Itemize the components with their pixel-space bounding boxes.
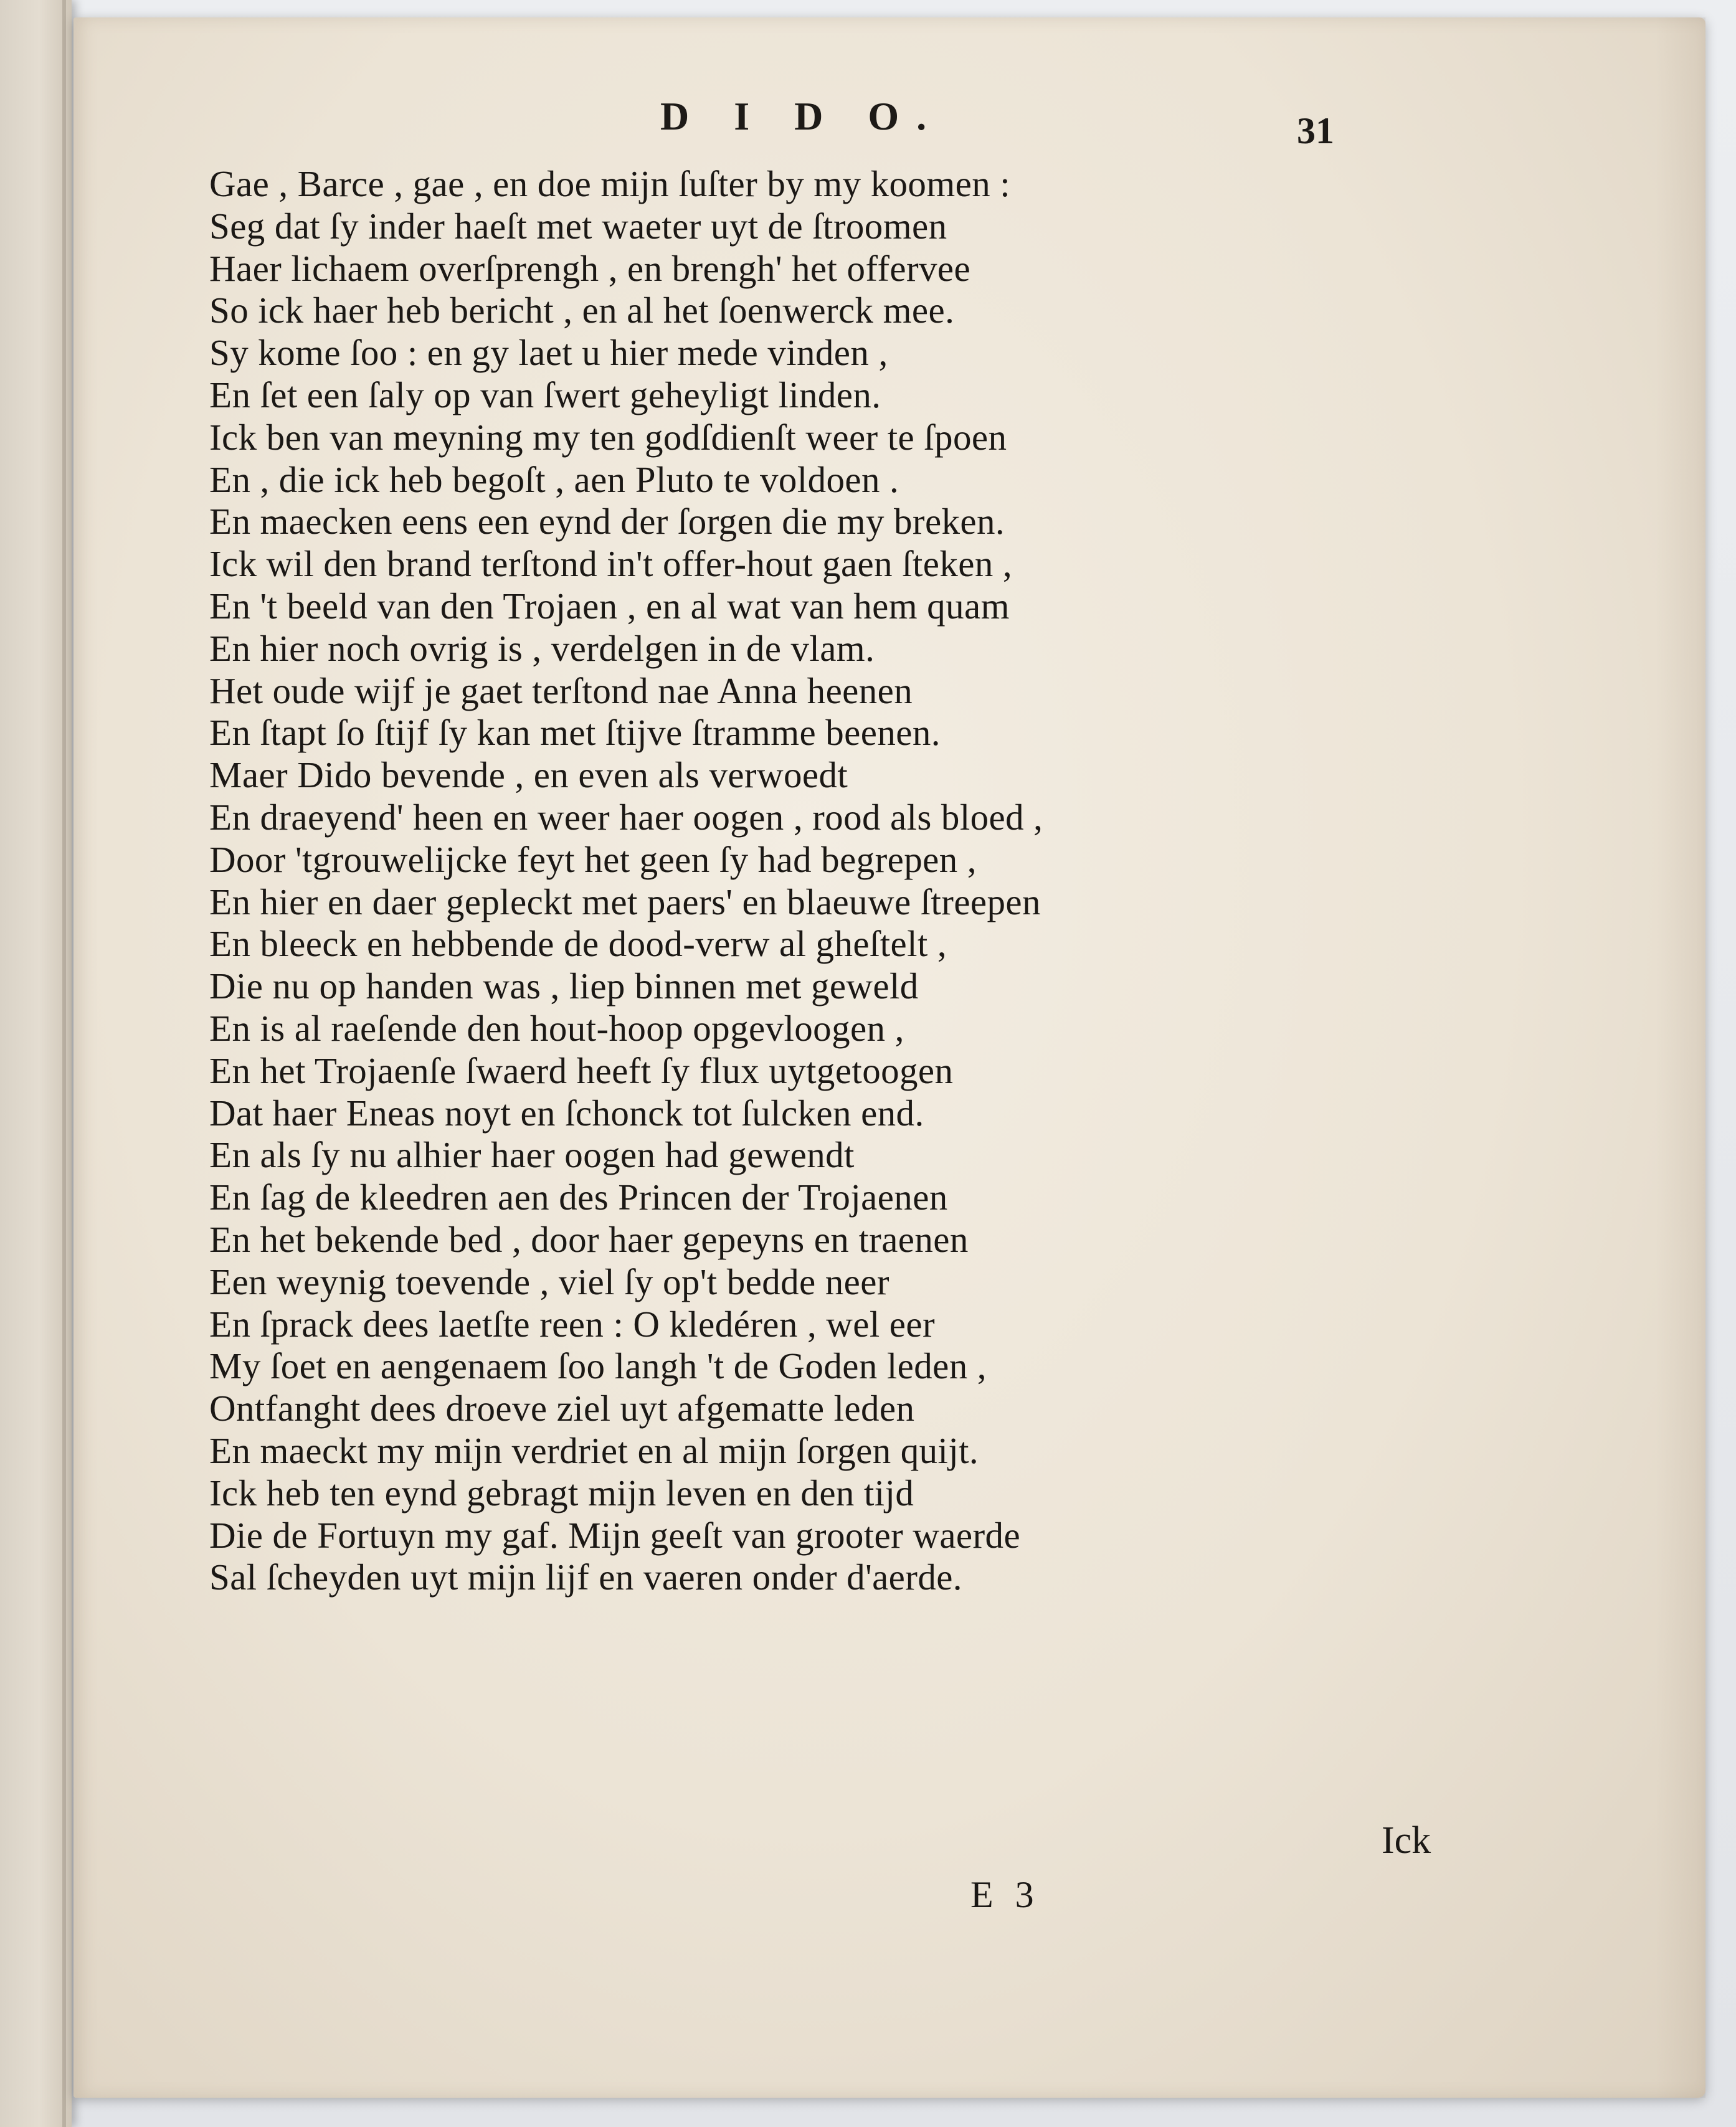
- previous-page-edge: [0, 0, 72, 2127]
- catchword: Ick: [1382, 1819, 1431, 1862]
- verse-line: Sal ſcheyden uyt mijn lijf en vaeren onder d'aerde.: [209, 1556, 962, 1598]
- verse-line: En ſtapt ſo ſtijf ſy kan met ſtijve ſtramme beenen.: [209, 712, 941, 754]
- verse-line: En draeyend' heen en weer haer oogen , rood als bloed ,: [209, 796, 1043, 838]
- verse-line: Dat haer Eneas noyt en ſchonck tot ſulcken end.: [209, 1092, 924, 1134]
- verse-line: So ick haer heb bericht , en al het ſoenwerck mee.: [209, 290, 955, 331]
- verse-line: Seg dat ſy inder haeſt met waeter uyt de ſtroomen: [209, 205, 947, 247]
- verse-line: En bleeck en hebbende de dood-verw al gheſtelt ,: [209, 923, 947, 965]
- verse-line: En als ſy nu alhier haer oogen had gewendt: [209, 1134, 855, 1176]
- verse-line: Door 'tgrouwelijcke feyt het geen ſy had begrepen ,: [209, 838, 977, 880]
- page-number: 31: [1297, 110, 1334, 151]
- verse-line: Ick ben van meyning my ten godſdienſt weer te ſpoen: [209, 416, 1007, 458]
- verse-line: Haer lichaem overſprengh , en brengh' het offervee: [209, 247, 971, 289]
- verse-line: En het Trojaenſe ſwaerd heeft ſy flux uytgetoogen: [209, 1049, 954, 1091]
- verse-line: En het bekende bed , door haer gepeyns en traenen: [209, 1218, 969, 1260]
- verse-line: Het oude wijf je gaet terſtond nae Anna heenen: [209, 670, 913, 711]
- verse-line: En 't beeld van den Trojaen , en al wat van hem quam: [209, 585, 1010, 627]
- verse-line: Sy kome ſoo : en gy laet u hier mede vinden ,: [209, 332, 888, 374]
- running-title: D I D O.: [660, 94, 944, 138]
- verse-line: En ſag de kleedren aen des Princen der Trojaenen: [209, 1177, 948, 1218]
- verse-line: Die nu op handen was , liep binnen met geweld: [209, 965, 919, 1007]
- verse-line: Ick heb ten eynd gebragt mijn leven en den tijd: [209, 1472, 914, 1514]
- verse-line: En hier en daer gepleckt met paers' en blaeuwe ſtreepen: [209, 881, 1041, 922]
- verse-line: En maeckt my mijn verdriet en al mijn ſorgen quijt.: [209, 1429, 979, 1471]
- book-gutter: [62, 0, 66, 2127]
- verse-line: Die de Fortuyn my gaf. Mijn geeſt van grooter waerde: [209, 1514, 1021, 1556]
- verse-line: Een weynig toevende , viel ſy op't bedde neer: [209, 1261, 889, 1302]
- verse-line: En maecken eens een eynd der ſorgen die my breken.: [209, 501, 1005, 542]
- verse-line: En is al raeſende den hout-hoop opgevloogen ,: [209, 1007, 904, 1049]
- verse-line: En , die ick heb begoſt , aen Pluto te voldoen .: [209, 458, 899, 500]
- verse-line: En hier noch ovrig is , verdelgen in de vlam.: [209, 627, 875, 669]
- verse-line: Maer Dido bevende , en even als verwoedt: [209, 754, 848, 796]
- verse-text: [209, 163, 1430, 1599]
- signature-mark: E 3: [970, 1874, 1040, 1915]
- verse-line: Ontfanght dees droeve ziel uyt afgematte leden: [209, 1388, 915, 1429]
- verse-line: Ick wil den brand terſtond in't offer-hout gaen ſteken ,: [209, 543, 1013, 585]
- verse-line: En ſet een ſaly op van ſwert geheyligt linden.: [209, 374, 881, 415]
- verse-line: Gae , Barce , gae , en doe mijn ſuſter by my koomen :: [209, 163, 1011, 204]
- verse-line: En ſprack dees laetſte reen : O kledéren , wel eer: [209, 1303, 935, 1345]
- verse-line: My ſoet en aengenaem ſoo langh 't de Goden leden ,: [209, 1345, 987, 1387]
